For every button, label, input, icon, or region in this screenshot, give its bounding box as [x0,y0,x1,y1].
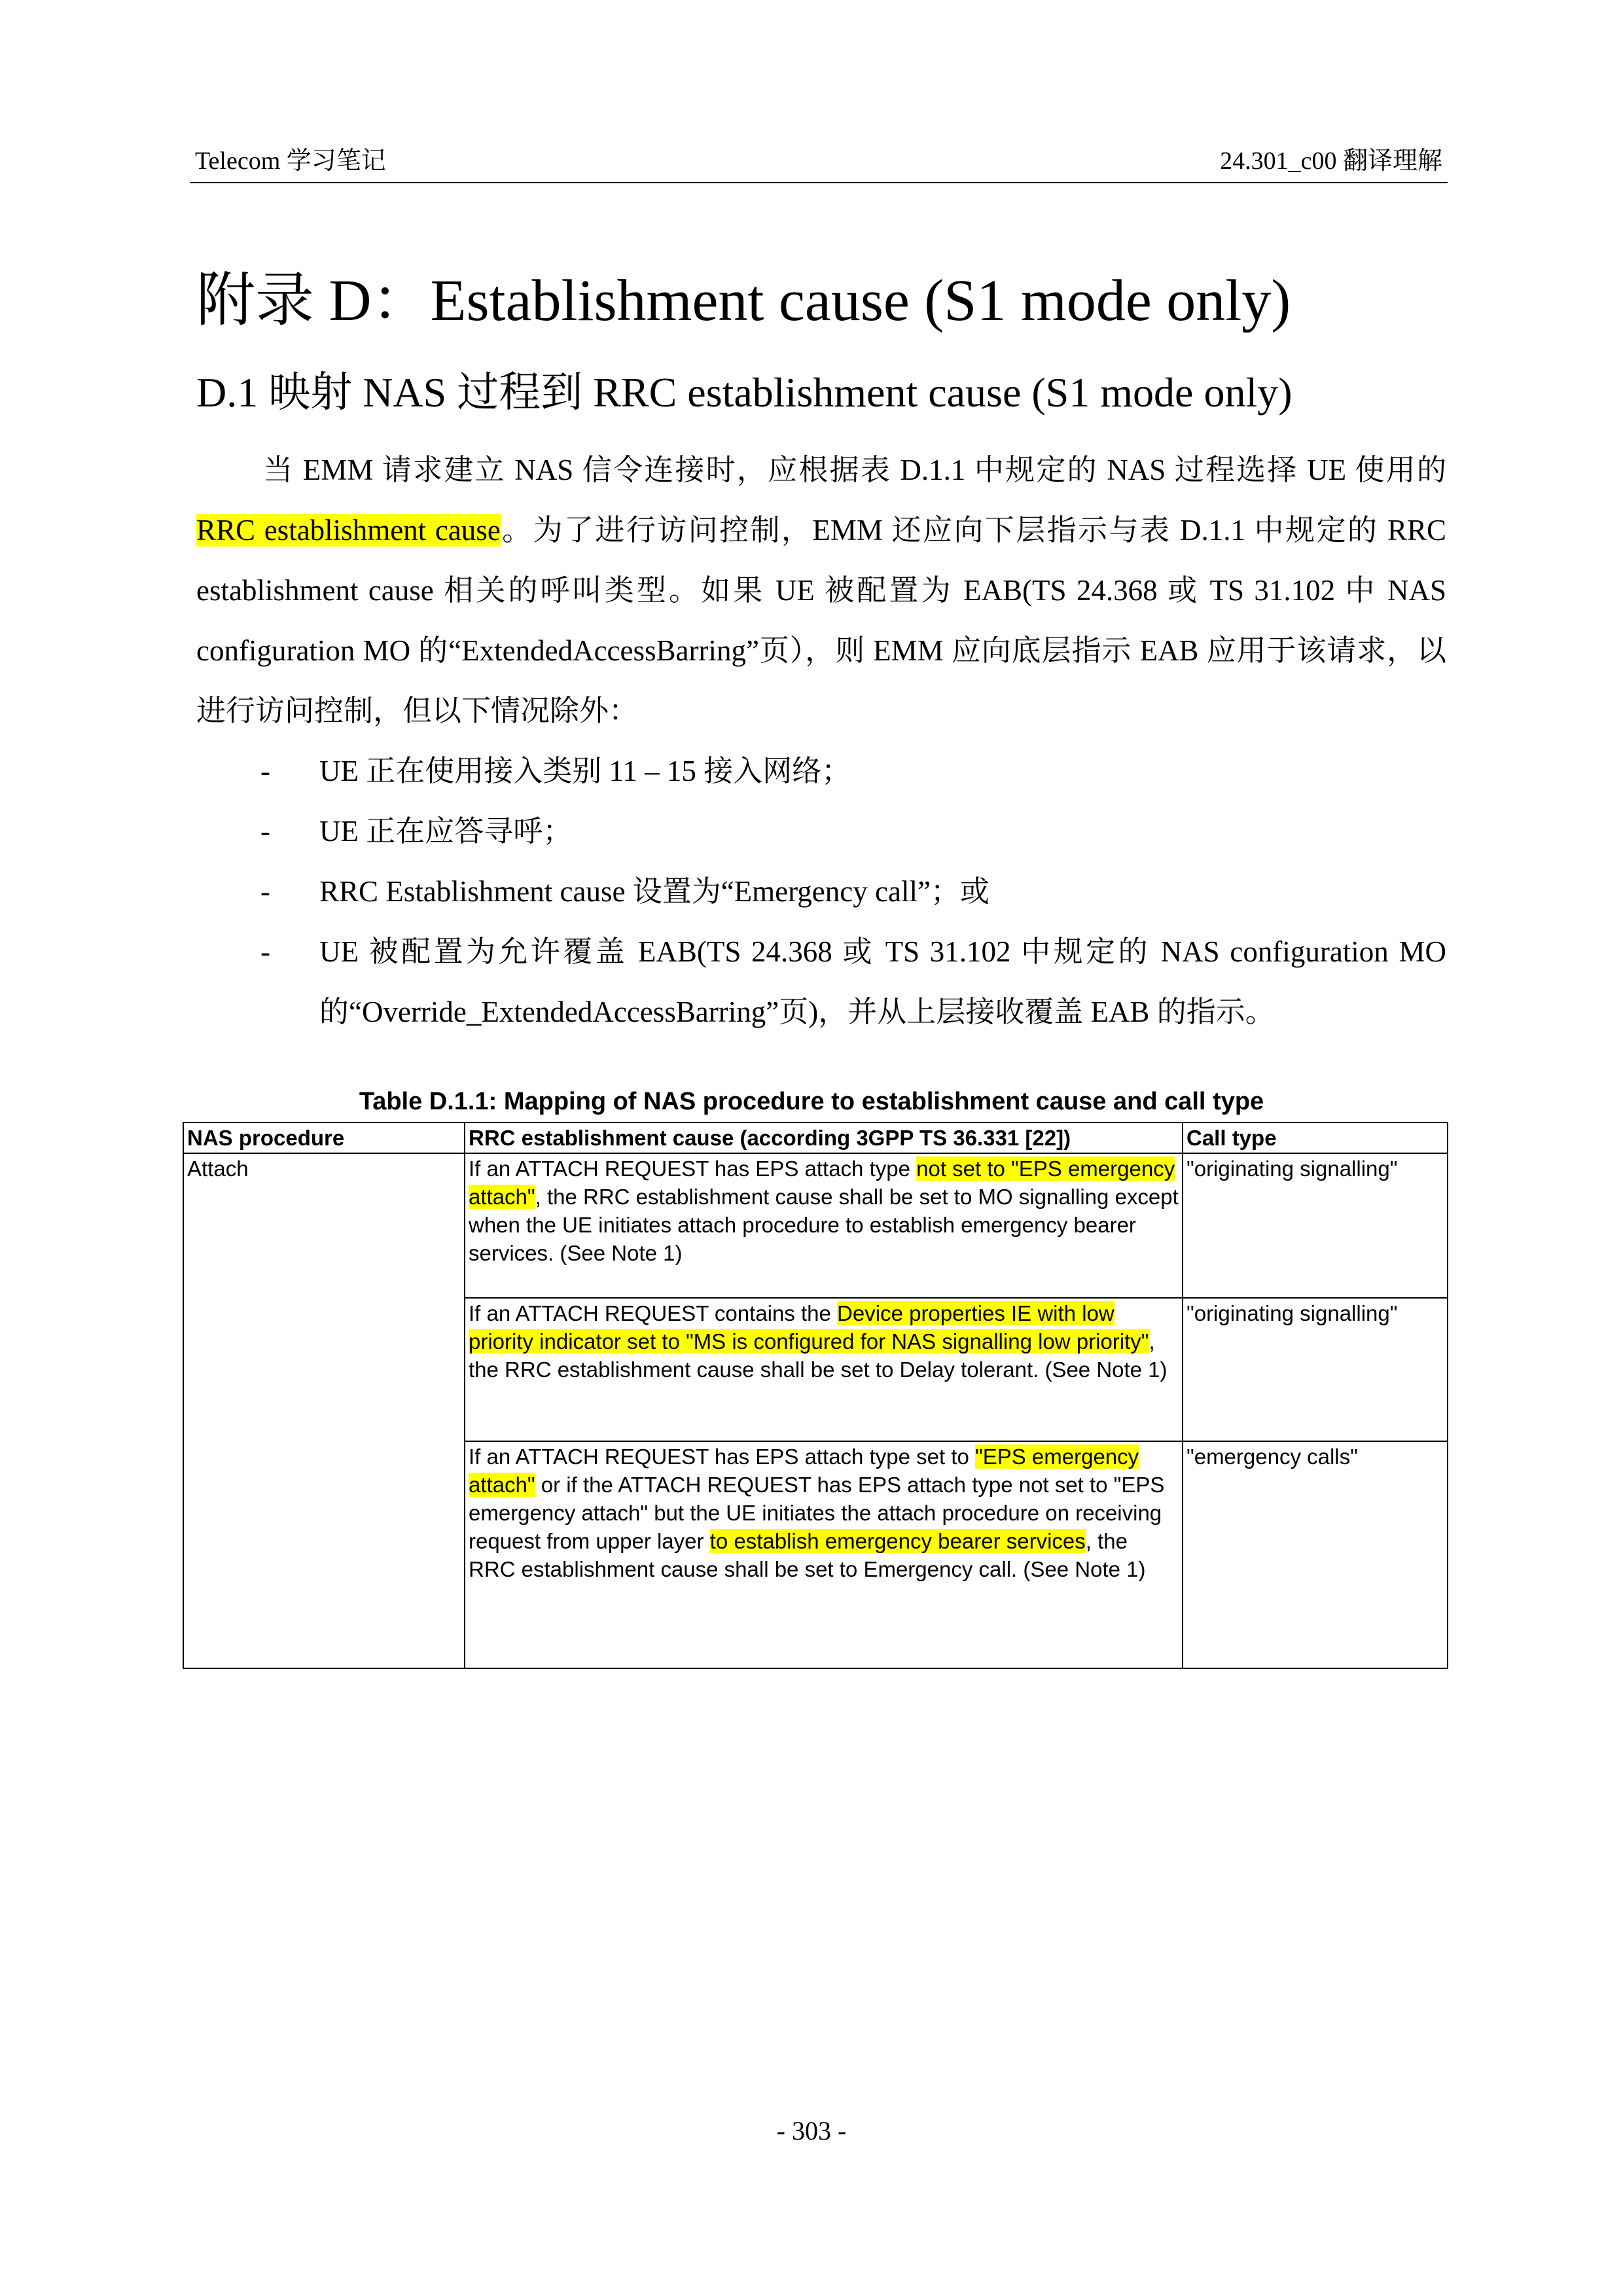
cause-highlight: to establish emergency bearer services [709,1529,1086,1553]
list-item-text: RRC Establishment cause 设置为“Emergency call”；或 [319,875,990,908]
table-row [183,1153,1448,1298]
header-nas-procedure: NAS procedure [183,1122,465,1153]
table-caption: Table D.1.1: Mapping of NAS procedure to establishment cause and call type [359,1088,1264,1115]
cause-highlight: Device properties IE with low priority indicator set to "MS is configured for NAS signalling low priority" [469,1301,1149,1354]
list-dash: - [260,815,270,848]
cell-cause [465,1153,1183,1298]
cause-text: , the RRC establishment cause shall be set to Delay tolerant. (See Note 1) [469,1329,1168,1382]
list-dash: - [260,935,270,968]
cell-call-type: "originating signalling" [1183,1298,1448,1441]
page-number: - 303 - [776,2116,847,2145]
cell-call-type: "emergency calls" [1183,1441,1448,1668]
list-dash: - [260,875,270,908]
cause-text: If an ATTACH REQUEST has EPS attach type set to [469,1444,975,1469]
list-item-text: UE 正在应答寻呼； [319,815,573,848]
exception-list [196,741,1446,1042]
list-item [196,922,1446,1042]
list-dash: - [260,755,270,787]
paragraph-text-2: 。为了进行访问控制，EMM 还应向下层指示与表 D.1.1 中规定的 RRC establishment cause 相关的呼叫类型。如果 UE 被配置为 EAB(TS 24.368 或 TS 31.102 中 NAS configuration MO 的“ExtendedAccessBarring”页），则 EMM 应向底层指示 EAB 应用于该请求，以进行访问控制，但以下情况除外： [196,514,1446,727]
header-left-text: Telecom 学习笔记 [195,147,386,175]
cell-cause [465,1298,1183,1441]
list-item-text: UE 正在使用接入类别 11 – 15 接入网络； [319,755,851,787]
cause-text: , the RRC establishment cause shall be set to Emergency call. (See Note 1) [469,1529,1146,1581]
header-right-text: 24.301_c00 翻译理解 [1220,147,1442,175]
list-item [196,741,1446,801]
cause-text: If an ATTACH REQUEST has EPS attach type [469,1157,917,1181]
cause-text: , the RRC establishment cause shall be set to MO signalling except when the UE initiates attach procedure to establish emergency bearer services. (See Note 1) [469,1185,1179,1265]
appendix-title: 附录 D：Establishment cause (S1 mode only) [196,268,1291,333]
table-header-row [183,1122,1448,1153]
section-title: D.1 映射 NAS 过程到 RRC establishment cause (S1 mode only) [196,369,1293,416]
cell-cause [465,1441,1183,1668]
mapping-table [183,1122,1448,1669]
cause-text: or if the ATTACH REQUEST has EPS attach type not set to "EPS emergency attach" but the UE initiates the attach procedure on receiving request from upper layer [469,1473,1165,1553]
list-item [196,801,1446,861]
intro-paragraph [196,440,1446,741]
cell-call-type: "originating signalling" [1183,1153,1448,1298]
cause-highlight: not set to "EPS emergency attach" [469,1157,1175,1209]
cell-procedure-attach: Attach [183,1153,465,1668]
header-call-type: Call type [1183,1122,1448,1153]
header-rrc-cause: RRC establishment cause (according 3GPP TS 36.331 [22]) [465,1122,1183,1153]
list-item [196,861,1446,922]
cause-text: If an ATTACH REQUEST contains the [469,1301,838,1325]
paragraph-text-1: 当 EMM 请求建立 NAS 信令连接时，应根据表 D.1.1 中规定的 NAS 过程选择 UE 使用的 [262,454,1446,486]
paragraph-highlight: RRC establishment cause [196,514,501,547]
list-item-text: UE 被配置为允许覆盖 EAB(TS 24.368 或 TS 31.102 中规定的 NAS configuration MO 的“Override_ExtendedAccessBarring”页)，并从上层接收覆盖 EAB 的指示。 [319,935,1446,1028]
cause-highlight: "EPS emergency attach" [469,1444,1139,1497]
page-header [190,137,1448,183]
